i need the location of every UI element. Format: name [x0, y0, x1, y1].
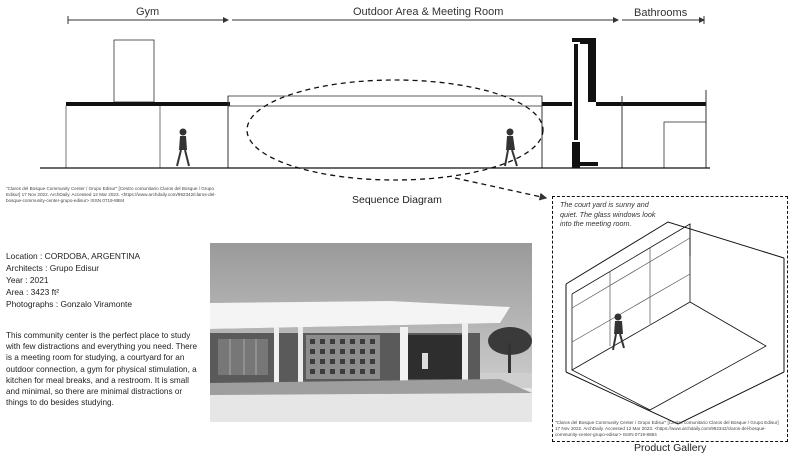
gym-label: Gym: [136, 6, 160, 18]
sequence-caption: Sequence Diagram: [352, 194, 442, 206]
section-citation: "Claros del Bosque Community Center / Grupo Edisur" [Centro comunitario Claros del Bosque / Grupo Edisur] 17 Nov 2022. ArchDaily. Accessed 12 Mar 2023. <https://www.archdaily.com/992342/claros-del-bosque-community-center-grupo-edisur> ISSN 0719-8884: [6, 186, 216, 203]
person-figure: [177, 129, 189, 166]
location-text: Location : CORDOBA, ARGENTINA: [6, 251, 141, 261]
photographs-text: Photographs : Gonzalo Viramonte: [6, 299, 133, 309]
project-info: [6, 250, 206, 310]
gallery-caption: Product Gallery: [634, 442, 707, 454]
callout-arrow: [455, 178, 546, 198]
area-text: Area : 3423 ft²: [6, 287, 60, 297]
gallery-note: The court yard is sunny and quiet. The glass windows look into the meeting room.: [560, 200, 656, 228]
architects-text: Architects : Grupo Edisur: [6, 263, 100, 273]
year-text: Year : 2021: [6, 275, 49, 285]
outdoor-label: Outdoor Area & Meeting Room: [353, 6, 504, 18]
project-description: This community center is the perfect place to study with few distractions and everything you need. There is a meeting room for studying, a courtyard for an outdoor connection, a gym for physical stimulation, a kitchen for meal breaks, and a restroom. It is small and minimal, so there are minimal distractions or things to do besides studying.: [6, 331, 197, 408]
section-diagram: [0, 0, 794, 200]
person-figure: [613, 314, 624, 350]
building-photo: [210, 243, 532, 422]
isometric-courtyard: [552, 196, 788, 442]
bathrooms-label: Bathrooms: [634, 7, 688, 19]
focus-ellipse: [247, 80, 543, 180]
gallery-citation: "Claros del Bosque Community Center / Grupo Edisur" [Centro comunitario Claros del Bosque / Grupo Edisur] 17 Nov 2022. ArchDaily. Accessed 12 Mar 2023. <https://www.archdaily.com/992342/claros-del-bosque-community-center-grupo-edisur> ISSN 0719-8884: [555, 420, 779, 437]
